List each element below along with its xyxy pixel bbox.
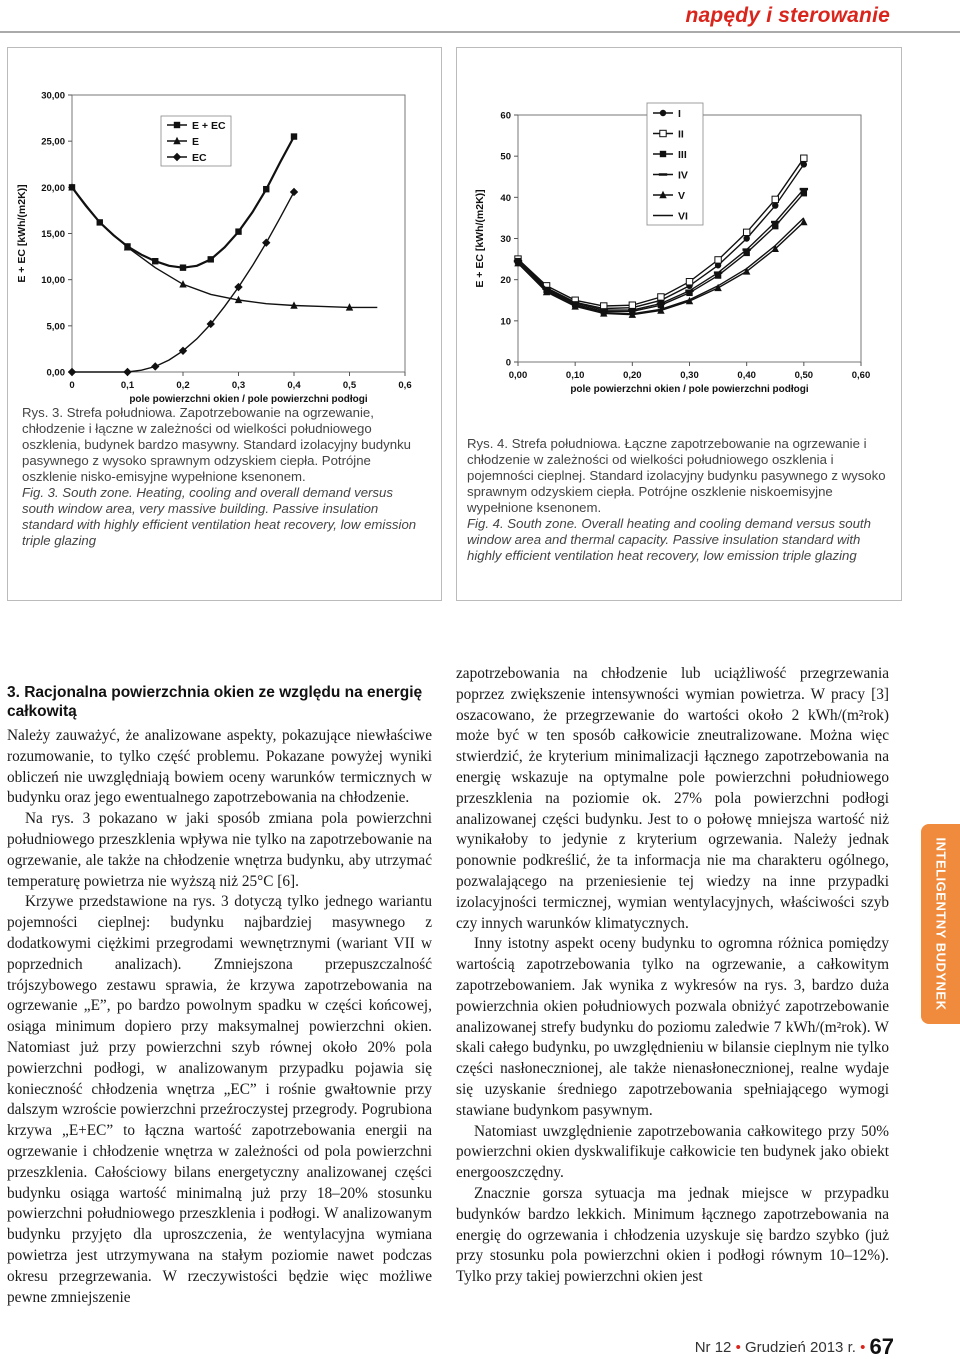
x-tick-label: 0,30 — [680, 370, 699, 381]
legend-label: E + EC — [192, 120, 226, 132]
data-point — [743, 235, 749, 241]
paragraph: zapotrzebowania na chłodzenie lub uciążliwość przegrzewania poprzez zwiększenie intensywności wymian powietrza. W pracy [3] oszacowano, że przegrzewanie do wartości około 2 kWh/(m²rok) może być w ten sposób całkowicie zneutralizowane. Można więc stwierdzić, że kryterium minimalizacji łącznego zapotrzebowania na energię wskazuje na optymalne pole powierzchni południowego przeszklenia na poziomie ok. 27% pola powierzchni podłogi analizowanej części budynku. Jest to o połowę mniejsza wartość niż wynikałoby to jedynie z kryterium ogrzewania. Należy jednak ponownie podkreślić, że ta informacja nie ma charakteru ogólnego, pozwalającego na przeniesienie tej wiedzy na inne przypadki izolacyjności termicznej, wymian wentylacyjnych, właściwości szyb czy innych warunków klimatycznych. — [456, 665, 889, 932]
x-tick-label: 0,6 — [398, 380, 412, 391]
paragraph: Należy zauważyć, że analizowane aspekty, pokazujące niewłaściwe rozumowanie, to tylko część problemu. Pokazane powyżej wyniki obliczeń nie uwzględniają bowiem oceny warunków termicznych w budynku oraz jego ewentualnego zapotrzebowania na chłodzenie. — [7, 727, 432, 807]
text-column-right — [456, 664, 889, 1288]
figure-3-caption-en: Fig. 3. South zone. Heating, cooling and overall demand versus south window area, very massive building. Passive insulation standard with highly efficient ventilation heat recovery, low emission triple glazing — [22, 485, 417, 548]
y-tick-label: 30,00 — [41, 90, 65, 102]
x-tick-label: 0 — [69, 380, 75, 391]
x-axis-label: pole powierzchni okien / pole powierzchni podłogi — [570, 384, 809, 395]
legend-marker — [660, 151, 666, 157]
paragraph: Inny istotny aspekt oceny budynku to ogromna różnica pomiędzy wartością zapotrzebowania tylko na ogrzewanie, a całkowitym zapotrzebowaniem. Jak wynika z wykresów na rys. 3, bardzo duża powierzchnia okien południowych pozwala obniżyć zapotrzebowanie analizowanej strefy budynku do poziomu zaledwie 7 kWh/(m²rok). W skali całego budynku, po uwzględnieniu w bilansie cieplnym nie tylko części nasłonecznionej, ale także nienasłonecznionej, realne wydaje się uzyskanie średniego zapotrzebowania spełniającego wymogi stawiane budynkom pasywnym. — [456, 935, 889, 1119]
figure-4-caption-pl: Rys. 4. Strefa południowa. Łączne zapotrzebowanie na ogrzewanie i chłodzenie w zależności od wielkości południowego oszklenia i pojemności cieplnej. Standard izolacyjny budynku pasywnego z wysoko sprawnym odzyskiem ciepła. Potrójne oszklenie niskoemisyjne wypełnione ksenonem. — [467, 436, 886, 515]
legend-label: I — [678, 108, 681, 120]
legend-label: III — [678, 149, 687, 161]
legend-label: IV — [678, 169, 688, 182]
chart-figure-4 — [457, 48, 901, 428]
x-tick-label: 0,4 — [287, 380, 301, 391]
y-tick-label: 40 — [500, 192, 511, 204]
y-tick-label: 50 — [500, 151, 511, 163]
data-point — [208, 256, 214, 262]
legend-label: V — [678, 190, 686, 202]
x-tick-label: 0,3 — [231, 380, 246, 391]
x-tick-label: 0,5 — [342, 380, 357, 391]
page-footer — [695, 1332, 894, 1358]
chart-figure-3 — [8, 48, 441, 408]
y-tick-label: 20 — [500, 275, 511, 287]
y-tick-label: 20,00 — [41, 182, 65, 194]
legend-label: EC — [192, 152, 207, 164]
data-point — [235, 228, 241, 234]
paragraph: Natomiast uwzględnienie zapotrzebowania całkowitego przy 50% powierzchni okien dyskwalifikuje całkowicie ten budynek jako obiekt energooszczędny. — [456, 1122, 889, 1182]
footer-bullet: • — [860, 1339, 866, 1356]
data-point — [291, 133, 297, 139]
text-column-left — [7, 726, 432, 1308]
y-tick-label: 0,00 — [46, 367, 65, 379]
x-tick-label: 0,60 — [851, 370, 871, 381]
data-point — [715, 257, 721, 263]
legend-marker — [174, 122, 180, 128]
footer-bullet: • — [735, 1339, 741, 1356]
data-point — [743, 229, 749, 235]
x-tick-label: 0,20 — [623, 370, 642, 381]
data-point — [772, 202, 778, 208]
section-header-title: napędy i sterowanie — [685, 4, 890, 27]
x-tick-label: 0,40 — [737, 370, 756, 381]
y-tick-label: 0 — [505, 357, 511, 369]
data-point — [686, 279, 692, 285]
y-tick-label: 30 — [500, 234, 511, 245]
paragraph: Znacznie gorsza sytuacja ma jednak miejsce w przypadku budynków bardzo lekkich. Minimum łącznego zapotrzebowania na energię do ogrzewania i chłodzenia uzyskuje się bardzo szybko (już przy stosunku pola powierzchni okien i podłogi równym 10–12%). Tylko przy takiej powierzchni okien jest — [456, 1184, 889, 1286]
figure-4-caption — [467, 436, 887, 564]
legend-label: VI — [678, 210, 688, 223]
paragraph: Krzywe przedstawione na rys. 3 dotyczą tylko jednego wariantu pojemności cieplnej: budynku najbardziej masywnego z dodatkowymi ciężkimi przegrodami wewnętrznymi (wariant VII w poprzednich analizach). Zmniejszona przepuszczalność trójszybowego zestawu sprawia, że krzywa zapotrzebowania na ogrzewanie „E”, po bardzo powolnym spadku w części końcowej, osiąga minimum dopiero przy maksymalnej powierzchni okien. Natomiast już przy powierzchni szyb równej około 20% pola powierzchni podłogi, w analizowanym przypadku pojawia się konieczność chłodzenia wnętrza „EC” i rośnie gwałtownie przy dalszym wzroście powierzchni przeźroczystej przegrody. Pogrubiona krzywa „E+EC” to łączna wartość zapotrzebowania energii na ogrzewanie i chłodzenie wnętrza w zależności od pola powierzchni przeszklenia. Całościowy bilans energetyczny analizowanej części budynku osiąga wartość minimalną już przy 18–20% stosunku powierzchni południowego przeszklenia i podłogi. W analizowanym budynku przyjęto dla uproszczenia, że wentylacyjna wymiana powietrza jest utrzymywana na stałym poziomie nawet podczas okresu przegrzewania. W rzeczywistości będzie więc możliwe pewne zmniejszenie — [7, 893, 432, 1306]
legend-marker — [660, 130, 666, 136]
x-tick-label: 0,00 — [508, 370, 528, 381]
x-tick-label: 0,10 — [565, 370, 585, 381]
x-axis-label: pole powierzchni okien / pole powierzchni podłogi — [129, 394, 368, 405]
side-tab-label: INTELIGENTNY BUDYNEK — [933, 837, 949, 1011]
header-divider — [0, 31, 960, 33]
data-point — [263, 186, 269, 192]
legend-label: E — [192, 136, 200, 148]
figure-4-caption-en: Fig. 4. South zone. Overall heating and cooling demand versus south window area and thermal capacity. Passive insulation standard with highly efficient ventilation heat recovery, low emission triple glazing — [467, 516, 871, 563]
y-tick-label: 25,00 — [41, 136, 65, 148]
x-tick-label: 0,2 — [176, 380, 190, 391]
data-point — [152, 258, 158, 264]
data-point — [801, 155, 807, 161]
paragraph: Na rys. 3 pokazano w jaki sposób zmiana pola powierzchni południowego przeszklenia wpływa nie tylko na zapotrzebowanie na ogrzewanie, ale także na chłodzenie wnętrza budynku, aby utrzymać temperaturę powietrza nie wyższą niż 25°C [6]. — [7, 810, 432, 890]
data-point — [772, 196, 778, 202]
y-tick-label: 5,00 — [46, 321, 65, 333]
y-tick-label: 60 — [500, 110, 511, 122]
legend-marker — [660, 110, 666, 116]
legend-label: II — [678, 128, 684, 141]
y-axis-label: E + EC [kWh/(m2K)] — [16, 184, 28, 283]
figure-3-caption-pl: Rys. 3. Strefa południowa. Zapotrzebowanie na ogrzewanie, chłodzenie i łączne w zależności od wielkości południowego oszklenia, budynek bardzo masywny. Standard izolacyjny budynku pasywnego z wysoko sprawnym odzyskiem ciepła. Potrójne oszklenie nisko-emisyjne wypełnione ksenonem. — [22, 405, 411, 484]
data-point — [658, 294, 664, 300]
issue-number: Nr 12 — [694, 1339, 732, 1356]
y-tick-label: 10,00 — [41, 275, 65, 287]
data-point — [629, 302, 635, 308]
page-number: 67 — [869, 1334, 894, 1359]
data-point — [180, 264, 186, 270]
figure-3-caption — [22, 405, 422, 549]
section-heading: 3. Racjonalna powierzchnia okien ze względu na energię całkowitą — [7, 684, 423, 720]
x-tick-label: 0,50 — [794, 370, 814, 381]
y-tick-label: 10 — [500, 316, 511, 328]
issue-date: Grudzień 2013 r. — [745, 1339, 856, 1356]
x-tick-label: 0,1 — [120, 380, 135, 391]
section-side-tab — [921, 824, 960, 1024]
y-axis-label: E + EC [kWh/(m2K)] — [474, 189, 486, 288]
legend-box — [647, 103, 703, 225]
y-tick-label: 15,00 — [41, 229, 65, 240]
